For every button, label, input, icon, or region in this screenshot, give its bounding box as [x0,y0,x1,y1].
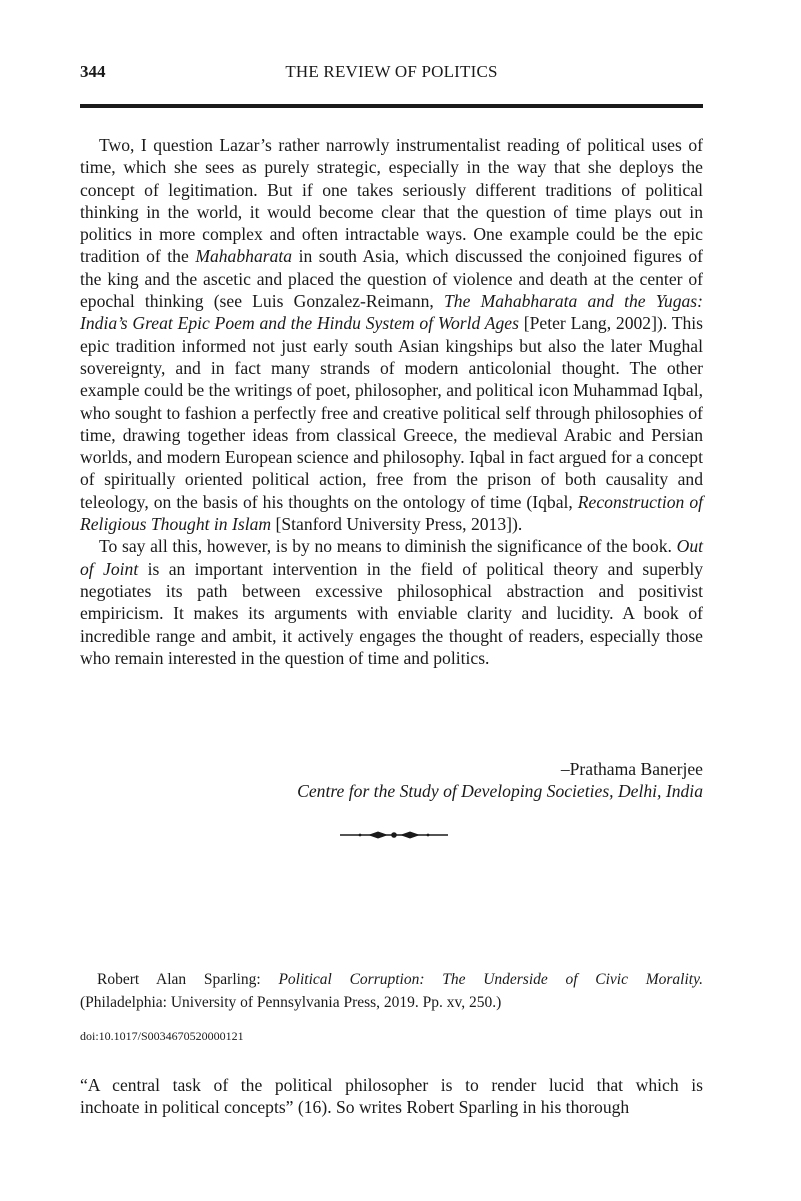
italic-run-0-1: Mahabharata [195,246,293,267]
running-header [80,62,703,86]
next-line-2: inchoate in political concepts” (16). So writes Robert Sparling in his thorough [80,1097,630,1118]
next-review-text [80,1074,703,1119]
book-citation [80,968,703,1014]
doi: doi:10.1017/S0034670520000121 [80,1029,244,1043]
section-divider-ornament [338,826,450,844]
text-run-0-6: [Stanford University Press, 2013]). [271,514,523,535]
review-body-text [80,134,703,669]
text-run-1-2: is an important intervention in the field of political theory and superbly negotiates its path between excessive philosophical abstraction and positivist empiricism. It makes its arguments with enviable clarity and lucidity. A book of incredible range and ambit, it actively engages the thought of readers, especially those who remain interested in the question of time and politics. [80,558,703,668]
reviewer-affiliation: Centre for the Study of Developing Societies, Delhi, India [297,781,703,801]
next-line-1: “A central task of the political philosopher is to render lucid that which is [80,1075,703,1095]
text-run-0-2: in south Asia, which discussed the conjoined figures of the king and the ascetic and placed the question of violence and death at the center of epochal thinking (see Luis Gonzalez-Reimann, [80,246,703,312]
book-author: Robert Alan Sparling: [97,971,279,988]
journal-title: THE REVIEW OF POLITICS [285,62,498,81]
italic-run-0-5: Reconstruction of Religious Thought in Islam [80,491,703,535]
text-run-0-4: [Peter Lang, 2002]). This epic tradition informed not just early south Asian kingships but also the later Mughal sovereignty, and in fact many strands of modern anticolonial thought. The other example could be the writings of poet, philosopher, and political icon Muhammad Iqbal, who sought to fashion a perfectly free and creative political self through philosophies of time, drawing together ideas from classical Greece, the medieval Arabic and Persian worlds, and modern European science and philosophy. Iqbal in fact argued for a concept of spiritually oriented political action, free from the prison of both causality and teleology, on the basis of his thoughts on the ontology of time (Iqbal, [80,313,703,512]
paragraph-1 [80,134,703,535]
reviewer-name: –Prathama Banerjee [560,759,703,779]
page-number: 344 [80,62,106,81]
book-publication: (Philadelphia: University of Pennsylvania Press, 2019. Pp. xv, 250.) [80,994,502,1011]
italic-run-1-1: Out of Joint [80,536,703,579]
citation-line [80,968,703,991]
paragraph-2 [80,535,703,669]
book-title: Political Corruption: The Underside of Civic Morality. [278,971,703,988]
header-rule [80,104,703,108]
text-run-0-0: Two, I question Lazar’s rather narrowly instrumentalist reading of political uses of time, which she sees as purely strategic, especially in the way that she deploys the concept of legitimation. But if one takes seriously different traditions of political thinking in the world, it would become clear that the question of time plays out in politics in more complex and often intractable ways. One example could be the epic tradition of the [80,135,703,267]
italic-run-0-3: The Mahabharata and the Yugas: India’s Great Epic Poem and the Hindu System of World Ages [80,291,703,334]
text-run-1-0: To say all this, however, is by no means to diminish the significance of the book. [99,536,677,557]
